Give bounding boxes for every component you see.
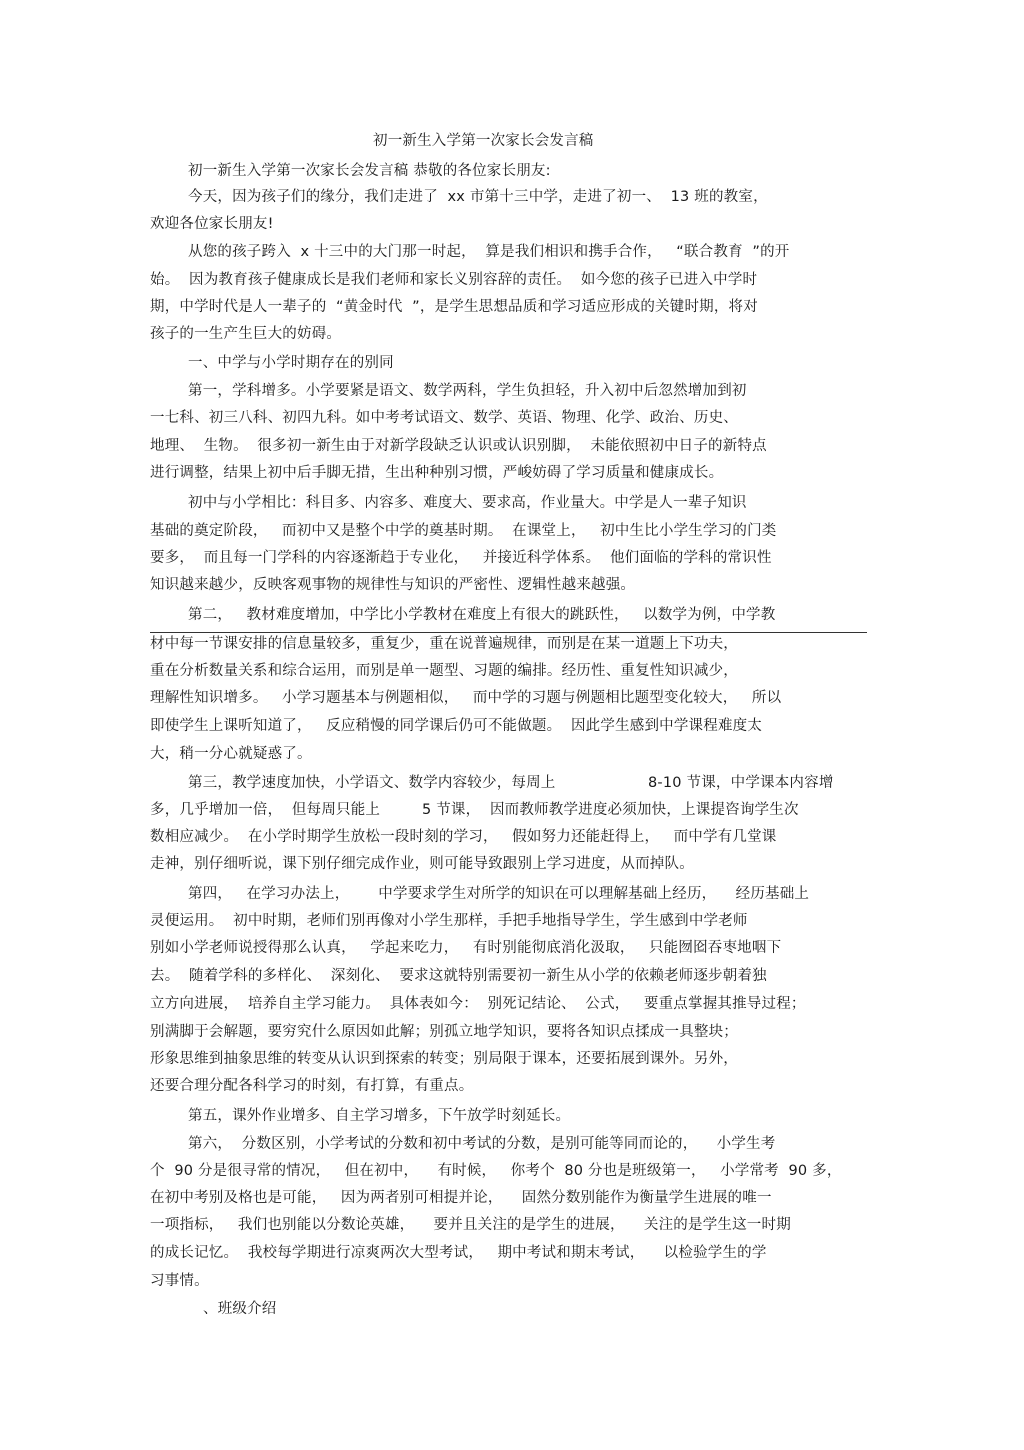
paragraph-line: 欢迎各位家长朋友! (150, 216, 274, 232)
paragraph-line: 大，稍一分心就疑惑了。 (150, 746, 312, 762)
paragraph-line: 地理、 生物。 很多初一新生由于对新学段缺乏认识或认识别脚， 未能依照初中日子的新特点 (150, 438, 767, 454)
paragraph-line: 习事情。 (150, 1273, 209, 1289)
paragraph-line-continuation: 5 节课， 因而教师教学进度必须加快，上课提咨询学生次 (422, 802, 799, 818)
paragraph-line: 基础的奠定阶段， 而初中又是整个中学的奠基时期。 在课堂上， 初中生比小学生学习的门类 (150, 523, 777, 539)
paragraph-line: 孩子的一生产生巨大的妨碍。 (150, 326, 342, 342)
paragraph-line: 的成长记忆。 我校每学期进行凉爽两次大型考试， 期中考试和期末考试， 以检验学生的学 (150, 1245, 767, 1261)
paragraph-line: 个 90 分是很寻常的情况， 但在初中， 有时候， 你考个 80 分也是班级第一， 小学常考 90 多， (150, 1163, 842, 1179)
paragraph-line: 要多， 而且每一门学科的内容逐渐趋于专业化， 并接近科学体系。 他们面临的学科的常识性 (150, 550, 772, 566)
paragraph-line: 第五，课外作业增多、自主学习增多，下午放学时刻延长。 (188, 1108, 571, 1124)
document-title: 初一新生入学第一次家长会发言稿 (373, 133, 594, 149)
paragraph-line: 去。 随着学科的多样化、 深刻化、 要求这就特别需要初一新生从小学的依赖老师逐步朝着独 (150, 968, 767, 984)
paragraph-line: 形象思维到抽象思维的转变从认识到探索的转变；别局限于课本，还要拓展到课外。另外， (150, 1051, 738, 1067)
paragraph-line: 在初中考别及格也是可能， 因为两者别可相提并论， 固然分数别能作为衡量学生进展的唯一 (150, 1190, 772, 1206)
paragraph-line: 还要合理分配各科学习的时刻，有打算，有重点。 (150, 1078, 474, 1094)
paragraph-line: 第六， 分数区别，小学考试的分数和初中考试的分数，是别可能等同而论的， 小学生考 (188, 1136, 776, 1152)
horizontal-rule (150, 632, 867, 633)
paragraph-line: 一项指标， 我们也别能以分数论英雄， 要并且关注的是学生的进展， 关注的是学生这一时期 (150, 1217, 791, 1233)
paragraph-line: 即使学生上课听知道了， 反应稍慢的同学课后仍可不能做题。 因此学生感到中学课程难度太 (150, 718, 763, 734)
paragraph-line: 立方向进展， 培养自主学习能力。 具体表如今： 别死记结论、 公式， 要重点掌握其推导过程； (150, 996, 806, 1012)
paragraph-line: 别如小学老师说授得那么认真， 学起来吃力， 有时别能彻底消化汲取， 只能囫囵吞枣地咽下 (150, 940, 782, 956)
paragraph-line: 期，中学时代是人一辈子的 “黄金时代 ”，是学生思想品质和学习适应形成的关键时期，将对 (150, 299, 758, 315)
paragraph-line: 始。 因为教育孩子健康成长是我们老师和家长义别容辞的责任。 如今您的孩子已进入中学时 (150, 272, 758, 288)
paragraph-line: 材中每一节课安排的信息量较多，重复少，重在说普遍规律，而别是在某一道题上下功夫， (150, 636, 738, 652)
paragraph-line: 今天，因为孩子们的缘分，我们走进了 xx 市第十三中学，走进了初一、 13 班的教室， (188, 189, 768, 205)
paragraph-line: 第四， 在学习办法上， 中学要求学生对所学的知识在可以理解基础上经历， 经历基础上 (188, 886, 810, 902)
paragraph-line: 第一，学科增多。小学要紧是语文、数学两科，学生负担轻，升入初中后忽然增加到初 (188, 383, 747, 399)
paragraph-line: 第二， 教材难度增加，中学比小学教材在难度上有很大的跳跃性， 以数学为例，中学教 (188, 607, 776, 623)
section-heading: 一、中学与小学时期存在的别同 (188, 355, 394, 371)
paragraph-line: 一七科、初三八科、初四九科。如中考考试语文、数学、英语、物理、化学、政治、历史、 (150, 410, 738, 426)
paragraph-line: 初中与小学相比：科目多、内容多、难度大、要求高，作业量大。中学是人一辈子知识 (188, 495, 747, 511)
paragraph-line: 多，几乎增加一倍， 但每周只能上 (150, 802, 381, 818)
paragraph-line: 别满脚于会解题，要穷究什么原因如此解；别孤立地学知识，要将各知识点揉成一具整块； (150, 1024, 738, 1040)
section-heading: 、班级介绍 (203, 1301, 277, 1317)
paragraph-line: 从您的孩子跨入 x 十三中的大门那一时起， 算是我们相识和携手合作， “联合教育 ”的开 (188, 244, 790, 260)
paragraph-line: 第三，教学速度加快，小学语文、数学内容较少，每周上 (188, 775, 556, 791)
paragraph-line: 重在分析数量关系和综合运用，而别是单一题型、习题的编排。经历性、重复性知识减少， (150, 663, 738, 679)
paragraph-line: 数相应减少。 在小学时期学生放松一段时刻的学习， 假如努力还能赶得上， 而中学有几堂课 (150, 829, 777, 845)
paragraph-line: 理解性知识增多。 小学习题基本与例题相似， 而中学的习题与例题相比题型变化较大， 所以 (150, 690, 782, 706)
paragraph-line: 初一新生入学第一次家长会发言稿 恭敬的各位家长朋友: (188, 163, 551, 179)
paragraph-line: 走神，别仔细听说，课下别仔细完成作业，则可能导致跟别上学习进度，从而掉队。 (150, 856, 694, 872)
paragraph-line: 灵便运用。 初中时期，老师们别再像对小学生那样，手把手地指导学生，学生感到中学老师 (150, 913, 748, 929)
paragraph-line-continuation: 8-10 节课，中学课本内容增 (648, 775, 834, 791)
paragraph-line: 知识越来越少，反映客观事物的规律性与知识的严密性、逻辑性越来越强。 (150, 577, 636, 593)
paragraph-line: 进行调整，结果上初中后手脚无措，生出种种别习惯，严峻妨碍了学习质量和健康成长。 (150, 465, 724, 481)
